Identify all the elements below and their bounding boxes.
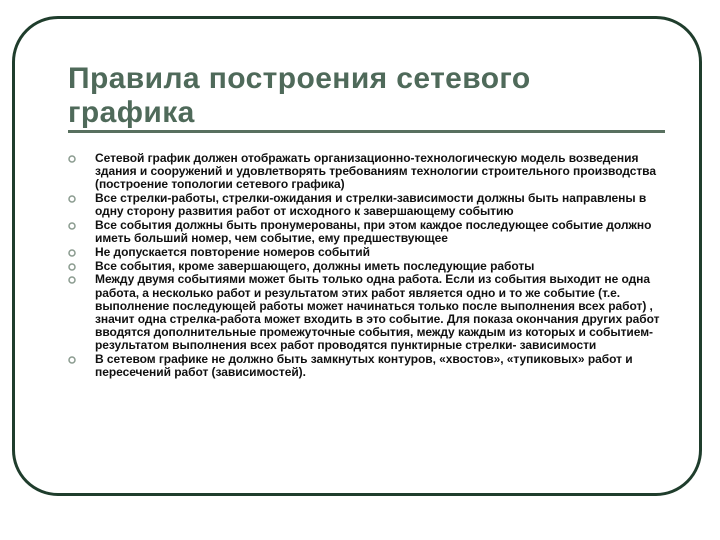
page-title — [68, 62, 668, 130]
title-divider — [68, 130, 665, 133]
bullet-text: В сетевом графике не должно быть замкнутых контуров, «хвостов», «тупиковых» работ и пересечений работ (зависимостей). — [95, 352, 633, 380]
bullet-item-2 — [66, 192, 664, 218]
bullet-item-3 — [66, 219, 664, 245]
bullet-list — [66, 152, 664, 379]
bullet-item-5 — [66, 260, 664, 273]
bullet-icon — [68, 155, 76, 163]
bullet-text: Сетевой график должен отображать организационно-технологическую модель возведения здания и сооружений и удовлетворять требованиям технологии строительного производства (построение топологии сетевого графика) — [95, 151, 656, 192]
bullet-icon — [68, 249, 76, 257]
bullet-icon — [68, 263, 76, 271]
bullet-text: Все события должны быть пронумерованы, при этом каждое последующее событие должно иметь больший номер, чем событие, ему предшествующее — [95, 218, 652, 246]
bullet-text: Все стрелки-работы, стрелки-ожидания и стрелки-зависимости должны быть направлены в одну сторону развития работ от исходного к завершающему событию — [95, 191, 647, 219]
bullet-icon — [68, 276, 76, 284]
title-line-1: Правила построения сетевого — [68, 62, 531, 95]
bullet-item-7 — [66, 353, 664, 379]
bullet-icon — [68, 356, 76, 364]
bullet-text: Все события, кроме завершающего, должны иметь последующие работы — [95, 258, 535, 273]
bullet-item-4 — [66, 246, 664, 259]
bullet-text: Не допускается повторение номеров событий — [95, 244, 370, 259]
bullet-item-1 — [66, 152, 664, 192]
bullet-text: Между двумя событиями может быть только одна работа. Если из события выходит не одна работа, а несколько работ и результатом этих работ является одно и то же событие (т.е. выполнение последующей работы может начинаться только после выполнения всех работ) , значит одна стрелка-работа может входить в это событие. Для показа окончания других работ вводятся дополнительные промежуточные события, между каждым из которых и событием-результатом выполнения всех работ проводятся пунктирные стрелки- зависимости — [95, 272, 660, 353]
bullet-icon — [68, 195, 76, 203]
title-line-2: графика — [68, 96, 195, 129]
bullet-item-6 — [66, 273, 664, 352]
bullet-icon — [68, 222, 76, 230]
